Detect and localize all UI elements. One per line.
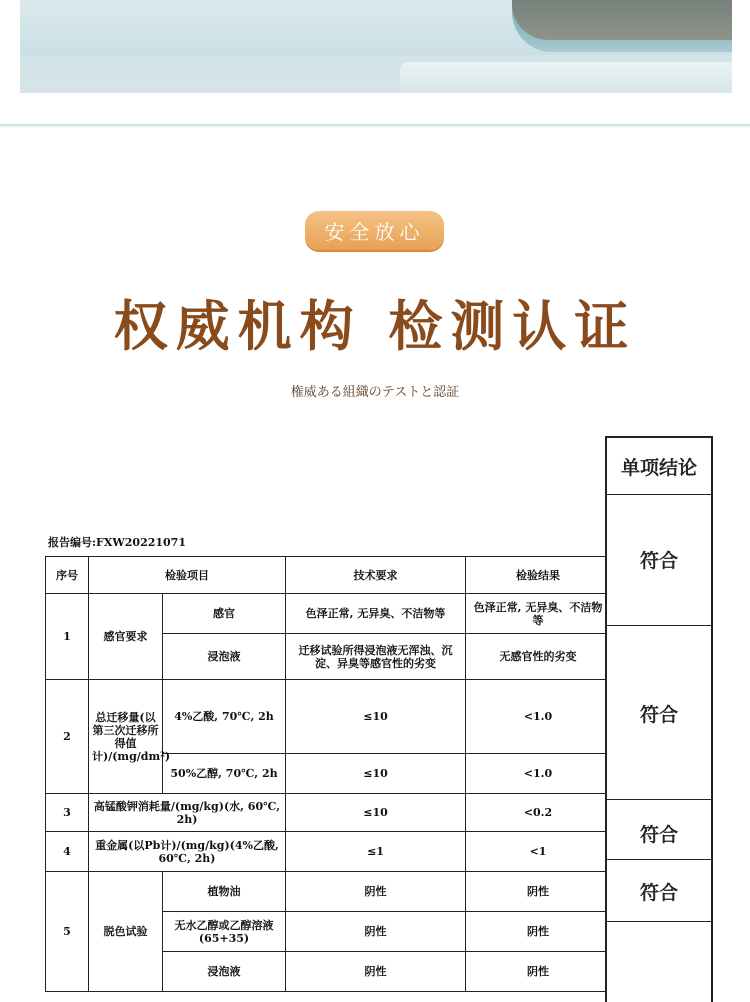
row-requirement: 阴性	[286, 912, 466, 952]
row-item: 50%乙醇, 70℃, 2h	[163, 754, 286, 794]
row-no: 4	[46, 832, 89, 872]
row-result: 阴性	[466, 912, 611, 952]
row-requirement: ≤10	[286, 680, 466, 754]
table-row	[46, 872, 696, 912]
test-report-table	[45, 556, 696, 992]
photo-tray-ledge	[400, 62, 732, 93]
header-no: 序号	[46, 557, 89, 594]
row-result: <1.0	[466, 680, 611, 754]
row-no: 3	[46, 794, 89, 832]
header-requirement: 技术要求	[286, 557, 466, 594]
conclusion-value: 符合	[607, 862, 711, 922]
row-result: 阴性	[466, 952, 611, 992]
conclusion-header: 单项结论	[607, 438, 711, 495]
row-item: 4%乙酸, 70℃, 2h	[163, 680, 286, 754]
row-result: <1.0	[466, 754, 611, 794]
page-subtitle: 権威ある組織のテストと認証	[290, 385, 460, 400]
table-row	[46, 680, 696, 754]
table-row	[46, 794, 696, 832]
section-divider	[0, 124, 750, 127]
row-requirement: ≤10	[286, 754, 466, 794]
product-photo	[20, 0, 732, 93]
row-requirement: ≤10	[286, 794, 466, 832]
row-item: 无水乙醇或乙醇溶液(65+35)	[163, 912, 286, 952]
row-item: 浸泡液	[163, 952, 286, 992]
row-requirement: 色泽正常, 无异臭、不洁物等	[286, 594, 466, 634]
row-requirement: 阴性	[286, 952, 466, 992]
conclusion-column	[605, 436, 713, 1002]
row-no: 5	[46, 872, 89, 992]
conclusion-value: 符合	[607, 628, 711, 800]
row-item: 植物油	[163, 872, 286, 912]
table-header-row	[46, 557, 696, 594]
row-item: 高锰酸钾消耗量/(mg/kg)(水, 60℃, 2h)	[89, 794, 286, 832]
row-result: 无感官性的劣变	[466, 634, 611, 680]
row-result: <1	[466, 832, 611, 872]
table-row	[46, 832, 696, 872]
row-requirement: 迁移试验所得浸泡液无浑浊、沉淀、异臭等感官性的劣变	[286, 634, 466, 680]
table-row	[46, 594, 696, 634]
row-result: 阴性	[466, 872, 611, 912]
row-item: 浸泡液	[163, 634, 286, 680]
row-no: 2	[46, 680, 89, 794]
header-result: 检验结果	[466, 557, 611, 594]
row-requirement: ≤1	[286, 832, 466, 872]
header-item: 检验项目	[89, 557, 286, 594]
conclusion-value: 符合	[607, 802, 711, 860]
row-no: 1	[46, 594, 89, 680]
photo-tray-rim	[512, 0, 732, 40]
row-group: 感官要求	[89, 594, 163, 680]
page-headline: 权威机构 检测认证	[113, 295, 637, 358]
row-item: 感官	[163, 594, 286, 634]
row-group: 脱色试验	[89, 872, 163, 992]
row-result: 色泽正常, 无异臭、不洁物等	[466, 594, 611, 634]
badge-safe: 安全放心	[305, 211, 444, 250]
row-requirement: 阴性	[286, 872, 466, 912]
report-number: 报告编号:FXW20221071	[48, 536, 186, 549]
row-item: 重金属(以Pb计)/(mg/kg)(4%乙酸, 60℃, 2h)	[89, 832, 286, 872]
row-result: <0.2	[466, 794, 611, 832]
conclusion-value: 符合	[607, 496, 711, 626]
row-group: 总迁移量(以第三次迁移所得值计)/(mg/dm²)	[89, 680, 163, 794]
